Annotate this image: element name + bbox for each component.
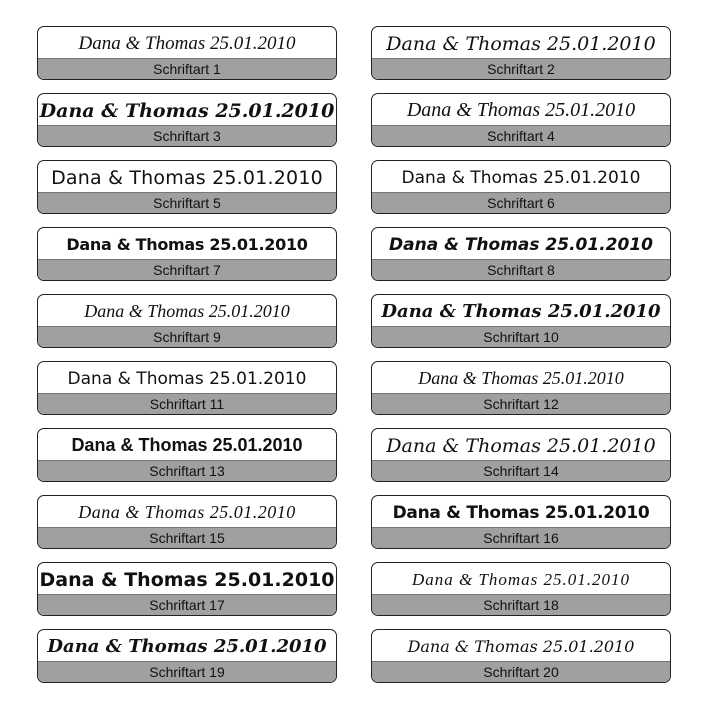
font-sample-label: Schriftart 2 bbox=[372, 58, 670, 79]
font-sample-card[interactable] bbox=[371, 227, 671, 281]
font-sample-text: Dana & Thomas 25.01.2010 bbox=[71, 435, 303, 455]
font-sample-label: Schriftart 20 bbox=[372, 661, 670, 682]
font-sample-text: Dana & Thomas 25.01.2010 bbox=[78, 502, 296, 522]
font-sample-text: Dana & Thomas 25.01.2010 bbox=[39, 99, 335, 122]
font-sample-label: Schriftart 14 bbox=[372, 460, 670, 481]
font-sample-text: Dana & Thomas 25.01.2010 bbox=[406, 99, 636, 121]
font-sample-card[interactable] bbox=[37, 26, 337, 80]
font-sample-text: Dana & Thomas 25.01.2010 bbox=[418, 368, 624, 388]
font-sample-text: Dana & Thomas 25.01.2010 bbox=[84, 301, 290, 321]
font-sample-label: Schriftart 19 bbox=[38, 661, 336, 682]
font-sample-label: Schriftart 11 bbox=[38, 393, 336, 414]
font-sample-card[interactable] bbox=[37, 562, 337, 616]
font-sample-label: Schriftart 18 bbox=[372, 594, 670, 615]
font-sample-card[interactable] bbox=[371, 160, 671, 214]
font-sample-label: Schriftart 5 bbox=[38, 192, 336, 213]
font-sample-text: Dana & Thomas 25.01.2010 bbox=[389, 234, 653, 255]
font-sample-text: Dana & Thomas 25.01.2010 bbox=[392, 502, 650, 523]
font-sample-card[interactable] bbox=[371, 93, 671, 147]
font-sample-label: Schriftart 1 bbox=[38, 58, 336, 79]
font-sample-card[interactable] bbox=[371, 294, 671, 348]
font-sample-card[interactable] bbox=[371, 562, 671, 616]
font-sample-label: Schriftart 10 bbox=[372, 326, 670, 347]
font-sample-card[interactable] bbox=[371, 495, 671, 549]
font-sample-text: Dana & Thomas 25.01.2010 bbox=[78, 32, 296, 54]
font-sample-text: Dana & Thomas 25.01.2010 bbox=[386, 32, 656, 55]
font-sample-card[interactable] bbox=[37, 227, 337, 281]
font-sample-label: Schriftart 15 bbox=[38, 527, 336, 548]
font-sample-text: Dana & Thomas 25.01.2010 bbox=[51, 166, 323, 189]
font-sample-label: Schriftart 6 bbox=[372, 192, 670, 213]
font-sample-text: Dana & Thomas 25.01.2010 bbox=[411, 569, 631, 589]
font-sample-label: Schriftart 13 bbox=[38, 460, 336, 481]
font-sample-label: Schriftart 16 bbox=[372, 527, 670, 548]
font-sample-text: Dana & Thomas 25.01.2010 bbox=[67, 368, 307, 389]
font-sample-card[interactable] bbox=[37, 361, 337, 415]
font-sample-text: Dana & Thomas 25.01.2010 bbox=[407, 637, 635, 656]
font-sample-card[interactable] bbox=[37, 629, 337, 683]
font-sample-label: Schriftart 12 bbox=[372, 393, 670, 414]
font-sample-text: Dana & Thomas 25.01.2010 bbox=[39, 568, 335, 591]
font-sample-label: Schriftart 3 bbox=[38, 125, 336, 146]
font-sample-label: Schriftart 4 bbox=[372, 125, 670, 146]
font-sample-text: Dana & Thomas 25.01.2010 bbox=[401, 167, 641, 188]
font-sample-text: Dana & Thomas 25.01.2010 bbox=[66, 235, 308, 254]
font-sample-card[interactable] bbox=[37, 428, 337, 482]
font-sample-card[interactable] bbox=[371, 428, 671, 482]
font-sample-text: Dana & Thomas 25.01.2010 bbox=[386, 434, 656, 457]
font-sample-label: Schriftart 8 bbox=[372, 259, 670, 280]
font-sample-card[interactable] bbox=[371, 629, 671, 683]
font-sample-card[interactable] bbox=[37, 160, 337, 214]
font-sample-card[interactable] bbox=[37, 294, 337, 348]
font-sample-card[interactable] bbox=[37, 93, 337, 147]
font-sample-label: Schriftart 9 bbox=[38, 326, 336, 347]
font-sample-text: Dana & Thomas 25.01.2010 bbox=[47, 636, 327, 657]
font-sample-card[interactable] bbox=[371, 26, 671, 80]
font-sample-label: Schriftart 17 bbox=[38, 594, 336, 615]
font-sample-card[interactable] bbox=[371, 361, 671, 415]
font-sample-label: Schriftart 7 bbox=[38, 259, 336, 280]
font-sample-text: Dana & Thomas 25.01.2010 bbox=[381, 301, 661, 322]
font-sample-card[interactable] bbox=[37, 495, 337, 549]
